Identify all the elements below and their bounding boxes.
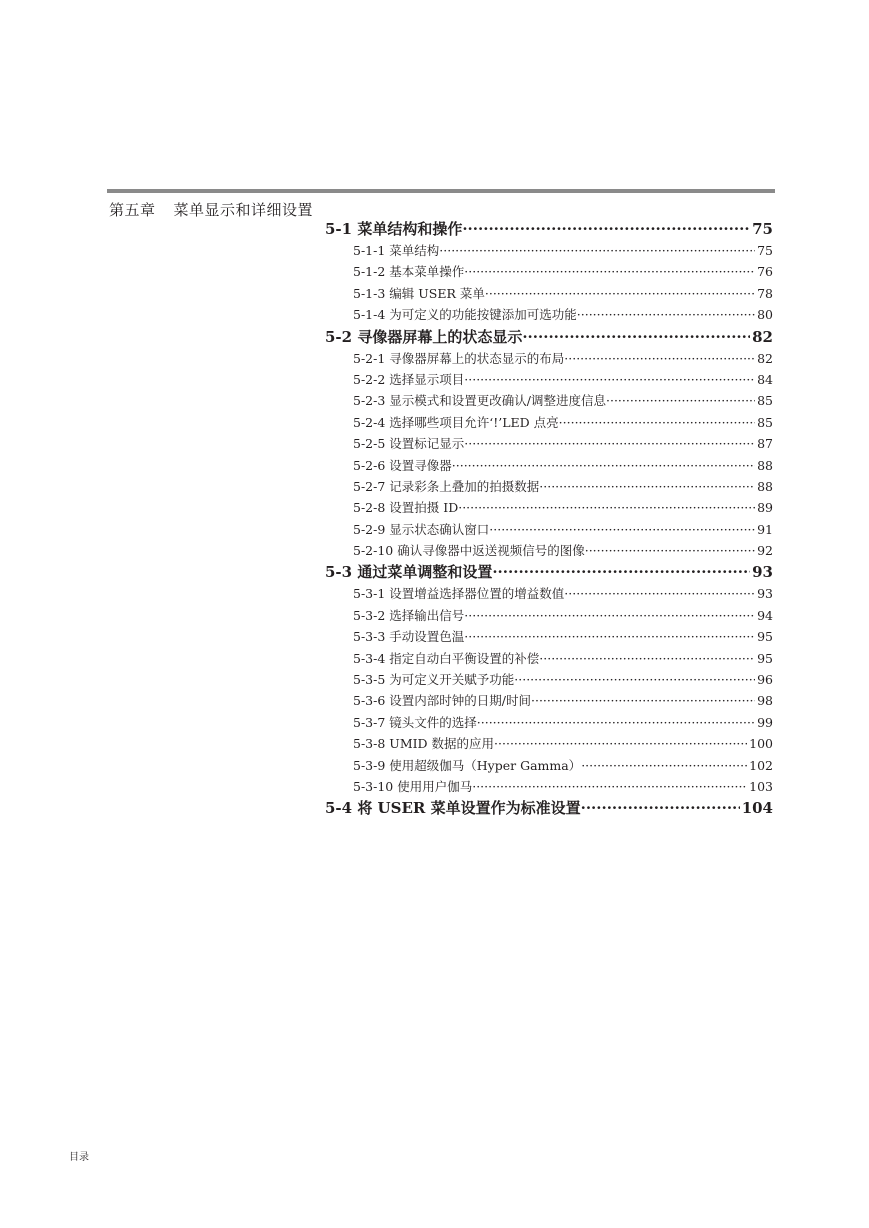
toc-page-number: 87 (757, 436, 773, 452)
chapter-heading (109, 199, 313, 220)
toc-subsection-entry[interactable] (325, 304, 773, 325)
dot-leader (564, 583, 755, 604)
toc-subsection-entry[interactable] (325, 519, 773, 540)
toc-page-number: 75 (757, 243, 773, 258)
toc-entry-label: 5-2-6 设置寻像器 (353, 457, 452, 473)
toc-subsection-entry[interactable] (325, 412, 773, 433)
toc-entry-label: 5-2-5 设置标记显示 (353, 436, 465, 452)
toc-page-number: 82 (752, 327, 773, 346)
footer-label: 目录 (69, 1152, 89, 1163)
toc-entry-label: 5-2-7 记录彩条上叠加的拍摄数据 (353, 478, 540, 494)
dot-leader (606, 390, 755, 411)
toc-page-number: 104 (741, 799, 773, 818)
dot-leader (564, 348, 755, 369)
dot-leader (514, 669, 755, 690)
toc-entry-label: 5-2-8 设置拍摄 ID (353, 500, 459, 516)
dot-leader (581, 755, 747, 776)
toc-page-number: 99 (757, 714, 773, 730)
dot-leader (464, 433, 755, 454)
toc-page-number: 93 (757, 586, 773, 602)
toc-entry-label: 5-3-9 使用超级伽马（Hyper Gamma） (353, 757, 582, 773)
dot-leader (452, 455, 755, 476)
toc-page-number: 100 (749, 736, 773, 752)
toc-page-number: 85 (757, 393, 773, 409)
toc-page-number: 76 (757, 264, 773, 280)
dot-leader (581, 797, 740, 819)
toc-entry-label: 5-3 通过菜单调整和设置 (325, 563, 493, 582)
toc-entry-label: 5-1-2 基本菜单操作 (353, 264, 465, 280)
toc-entry-label: 5-2 寻像器屏幕上的状态显示 (325, 327, 523, 346)
toc-section-entry[interactable] (325, 326, 773, 348)
toc-page-number: 75 (752, 220, 773, 238)
toc-page-number: 103 (749, 778, 773, 794)
chapter-number: 第五章 (109, 201, 156, 219)
toc-entry-label: 5-2-10 确认寻像器中返送视频信号的图像 (353, 543, 585, 559)
dot-leader (462, 218, 750, 240)
toc-subsection-entry[interactable] (325, 733, 773, 754)
dot-leader (489, 519, 755, 540)
dot-leader (439, 240, 755, 261)
toc-entry-label: 5-2-4 选择哪些项目允许‘!’LED 点亮 (353, 414, 559, 430)
toc-subsection-entry[interactable] (325, 540, 773, 561)
dot-leader (458, 497, 755, 518)
header-rule (107, 189, 775, 193)
toc-section-entry[interactable] (325, 218, 773, 240)
toc-subsection-entry[interactable] (325, 648, 773, 669)
toc-entry-label: 5-2-9 显示状态确认窗口 (353, 521, 490, 537)
dot-leader (477, 712, 755, 733)
dot-leader (531, 690, 755, 711)
toc-page-number: 80 (757, 307, 773, 323)
dot-leader (577, 304, 755, 325)
toc-page-number: 91 (757, 521, 773, 537)
toc-subsection-entry[interactable] (325, 626, 773, 647)
toc-entry-label: 5-2-3 显示模式和设置更改确认/调整进度信息 (353, 393, 606, 409)
toc-page-number: 95 (757, 650, 773, 666)
toc-entry-label: 5-1-4 为可定义的功能按键添加可选功能 (353, 307, 577, 323)
toc-page-number: 96 (757, 672, 773, 688)
dot-leader (485, 283, 755, 304)
dot-leader (492, 561, 750, 583)
dot-leader (472, 776, 747, 797)
toc-page-number: 94 (757, 607, 773, 623)
toc-page-number: 84 (757, 371, 773, 387)
toc-entry-label: 5-3-10 使用用户伽马 (353, 778, 473, 794)
toc-subsection-entry[interactable] (325, 605, 773, 626)
toc-subsection-entry[interactable] (325, 497, 773, 518)
dot-leader (464, 369, 755, 390)
toc-subsection-entry[interactable] (325, 390, 773, 411)
toc-subsection-entry[interactable] (325, 712, 773, 733)
toc-page-number: 85 (757, 414, 773, 430)
toc-page-number: 92 (757, 543, 773, 559)
toc-subsection-entry[interactable] (325, 455, 773, 476)
dot-leader (585, 540, 755, 561)
toc-subsection-entry[interactable] (325, 690, 773, 711)
toc-subsection-entry[interactable] (325, 755, 773, 776)
toc-subsection-entry[interactable] (325, 476, 773, 497)
toc-entry-label: 5-2-2 选择显示项目 (353, 371, 465, 387)
toc-entry-label: 5-1 菜单结构和操作 (325, 220, 463, 238)
toc-page-number: 93 (752, 563, 773, 582)
dot-leader (539, 648, 755, 669)
toc-subsection-entry[interactable] (325, 283, 773, 304)
toc-entry-label: 5-3-6 设置内部时钟的日期/时间 (353, 693, 531, 709)
dot-leader (522, 326, 750, 348)
toc-page-number: 88 (757, 478, 773, 494)
toc-entry-label: 5-3-8 UMID 数据的应用 (353, 736, 495, 752)
toc-entry-label: 5-3-5 为可定义开关赋予功能 (353, 672, 515, 688)
toc-section-entry[interactable] (325, 797, 773, 819)
toc-subsection-entry[interactable] (325, 261, 773, 282)
toc-page-number: 88 (757, 457, 773, 473)
toc-subsection-entry[interactable] (325, 776, 773, 797)
toc-page-number: 95 (757, 629, 773, 645)
chapter-title: 菜单显示和详细设置 (173, 201, 314, 219)
toc-page-number: 82 (757, 350, 773, 366)
toc-entry-label: 5-4 将 USER 菜单设置作为标准设置 (325, 799, 581, 818)
toc-entry-label: 5-3-4 指定自动白平衡设置的补偿 (353, 650, 540, 666)
toc-entry-label: 5-3-3 手动设置色温 (353, 629, 465, 645)
toc-subsection-entry[interactable] (325, 669, 773, 690)
toc-entry-label: 5-1-1 菜单结构 (353, 243, 440, 258)
toc-subsection-entry[interactable] (325, 369, 773, 390)
toc-entry-label: 5-1-3 编辑 USER 菜单 (353, 285, 485, 301)
toc-page-number: 98 (757, 693, 773, 709)
dot-leader (464, 626, 755, 647)
toc-subsection-entry[interactable] (325, 240, 773, 261)
toc-section-entry[interactable] (325, 561, 773, 583)
dot-leader (464, 261, 755, 282)
toc-entry-label: 5-2-1 寻像器屏幕上的状态显示的布局 (353, 350, 565, 366)
dot-leader (559, 412, 755, 433)
toc-subsection-entry[interactable] (325, 348, 773, 369)
toc-subsection-entry[interactable] (325, 583, 773, 604)
table-of-contents (325, 218, 773, 819)
toc-entry-label: 5-3-7 镜头文件的选择 (353, 714, 477, 730)
toc-page-number: 78 (757, 285, 773, 301)
toc-page-number: 89 (757, 500, 773, 516)
toc-entry-label: 5-3-1 设置增益选择器位置的增益数值 (353, 586, 565, 602)
toc-entry-label: 5-3-2 选择输出信号 (353, 607, 465, 623)
dot-leader (464, 605, 755, 626)
toc-subsection-entry[interactable] (325, 433, 773, 454)
toc-page-number: 102 (749, 757, 773, 773)
dot-leader (539, 476, 755, 497)
dot-leader (494, 733, 747, 754)
